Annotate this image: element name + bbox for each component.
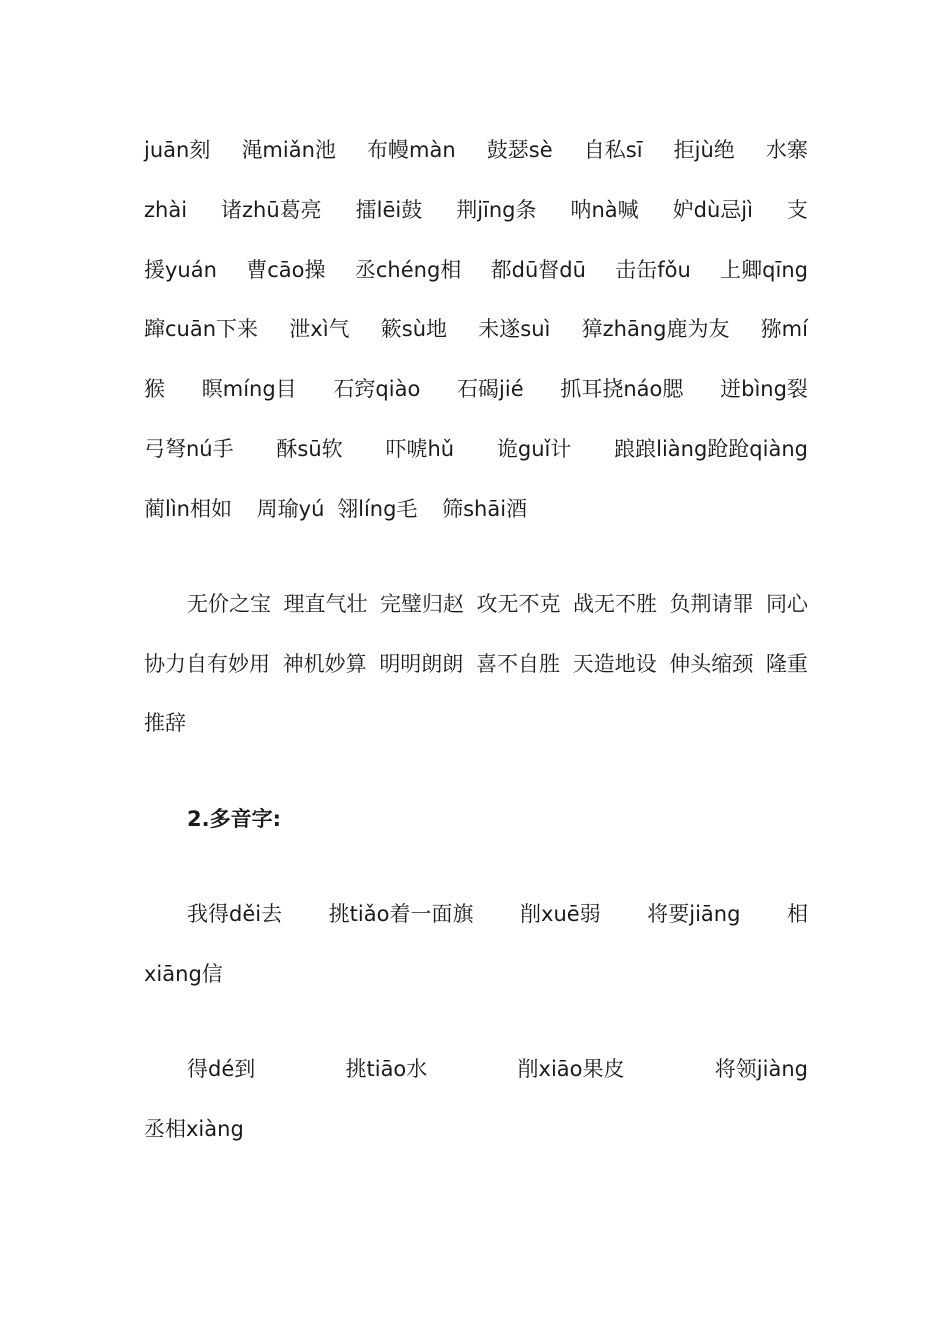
word-item: 獐zhāng鹿为友 (581, 317, 730, 341)
word-item: 石碣jié (457, 377, 524, 401)
word-item: 击缶fǒu (615, 258, 691, 282)
word-item: 曹cāo操 (246, 258, 326, 282)
word-item: 筛shāi酒 (442, 497, 528, 521)
word-item: 抓耳挠náo腮 (560, 377, 684, 401)
idiom-line-3 (144, 706, 808, 740)
polyphone-item: 挑tiāo水 (345, 1057, 428, 1081)
word-item: 猴 (144, 377, 165, 401)
word-line-2 (144, 193, 808, 227)
word-item: 瞑míng目 (201, 377, 297, 401)
idiom-item: 战无不胜 (573, 592, 657, 616)
idiom-item: 负荆请罪 (669, 592, 754, 616)
word-item: 都dū督dū (490, 258, 586, 282)
word-item: 支 (786, 198, 808, 222)
word-item: 诸zhū葛亮 (221, 198, 322, 222)
idiom-line-2 (144, 647, 808, 681)
idiom-item: 天造地设 (572, 652, 657, 676)
word-item: 未遂suì (478, 317, 551, 341)
idiom-item: 隆重 (765, 652, 808, 676)
polyphone-row-1 (187, 897, 808, 931)
word-item: 荆jīng条 (456, 198, 537, 222)
word-item: 鼓瑟sè (486, 138, 553, 162)
polyphone-item: 将要jiāng (647, 902, 741, 926)
word-line-7 (144, 492, 808, 526)
word-item: 弓弩nú手 (144, 437, 234, 461)
word-line-4 (144, 312, 808, 346)
word-item: 酥sū软 (276, 437, 343, 461)
word-item: 丞chéng相 (354, 258, 462, 282)
idiom-item: 无价之宝 (187, 592, 271, 616)
polyphone-item: 相 (787, 902, 808, 926)
polyphone-item: 削xiāo果皮 (517, 1057, 625, 1081)
idiom-item: 协力自有妙用 (144, 652, 270, 676)
polyphone-item: 我得děi去 (187, 902, 283, 926)
idiom-item: 完璧归赵 (380, 592, 464, 616)
word-item: 蹿cuān下来 (144, 317, 259, 341)
polyphone-item: 得dé到 (187, 1057, 256, 1081)
polyphone-row-2 (187, 1052, 808, 1086)
word-item: 水寨 (765, 138, 808, 162)
word-item: 周瑜yú (256, 497, 325, 521)
word-item: 擂lēi鼓 (355, 198, 423, 222)
word-item: 布幔màn (367, 138, 456, 162)
polyphone-row-2-continuation: 丞相xiàng (144, 1117, 244, 1141)
word-item: 自私sī (583, 138, 643, 162)
polyphone-item: 削xuē弱 (520, 902, 601, 926)
polyphone-item: 挑tiǎo着一面旗 (328, 902, 474, 926)
idiom-line-1 (187, 587, 808, 621)
word-item: 猕mí (760, 317, 808, 341)
word-item: 翎líng毛 (337, 497, 418, 521)
word-item: 踉踉liàng跄跄qiàng (614, 437, 808, 461)
section-heading-polyphone: 2.多音字: (187, 807, 281, 831)
word-item: 拒jù绝 (673, 138, 735, 162)
word-item: 援yuán (144, 258, 217, 282)
idiom-item: 喜不自胜 (475, 652, 560, 676)
idiom-item: 神机妙算 (282, 652, 367, 676)
word-item: juān刻 (144, 138, 211, 162)
polyphone-item: 将领jiàng (714, 1057, 808, 1081)
word-item: 上卿qīng (720, 258, 808, 282)
polyphone-row-1-continuation: xiāng信 (144, 962, 223, 986)
word-line-1 (144, 133, 808, 167)
word-item: 迸bìng裂 (720, 377, 808, 401)
word-item: 石窍qiào (333, 377, 421, 401)
idiom-item: 理直气壮 (283, 592, 368, 616)
word-item: 吓唬hǔ (385, 437, 455, 461)
word-line-6 (144, 432, 808, 466)
word-line-5 (144, 372, 808, 406)
word-item: 渑miǎn池 (241, 138, 336, 162)
word-item: 诡guǐ计 (496, 437, 572, 461)
idiom-item: 伸头缩颈 (669, 652, 754, 676)
idiom-item: 攻无不克 (476, 592, 561, 616)
word-item: 蔺lìn相如 (144, 497, 232, 521)
word-item: 泄xì气 (289, 317, 350, 341)
word-item: 簌sù地 (380, 317, 448, 341)
word-item: zhài (144, 198, 188, 222)
word-item: 妒dù忌jì (672, 198, 753, 222)
idiom-item: 明明朗朗 (379, 652, 464, 676)
word-line-3 (144, 253, 808, 287)
word-item: 呐nà喊 (570, 198, 639, 222)
idiom-item: 推辞 (144, 711, 186, 735)
idiom-item: 同心 (766, 592, 808, 616)
